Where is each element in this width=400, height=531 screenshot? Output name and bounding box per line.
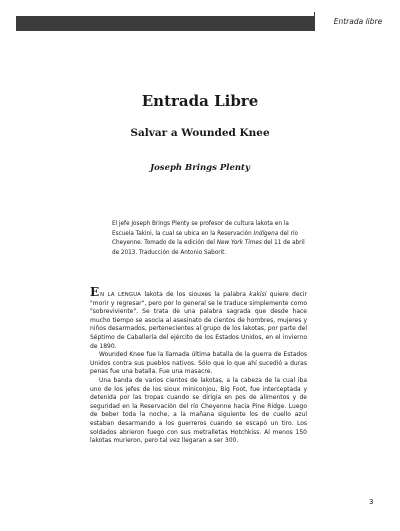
term-kakisi: kakisi — [249, 291, 267, 298]
drop-cap: E — [90, 285, 100, 299]
body-paragraph-3: Una banda de varios cientos de lakotas, a la cabeza de la cual iba uno de los jefes de los sioux miniconjou, Big Foot, fue interceptada y detenida por las tropas cuando se dirigía en pos de alimentos y de seguridad en la Reservación del río Cheyenne hacia Pine Ridge. Luego de beber toda la noche, a la mañana siguiente los de cuello azul estaban desarmando a los guerreros cuando se escapó un tiro. Los soldados abrieron fuego con sus metralletas Hotchkiss. Al menos 150 lakotas murieron, pero tal vez llegaran a ser 300. — [90, 376, 307, 445]
author-note-text-2: del río Cheyenne. Tomado de la edición del — [112, 230, 298, 247]
running-head-rule — [16, 30, 326, 31]
running-head-label: Entrada libre — [333, 17, 383, 26]
article-author: Joseph Brings Plenty — [150, 163, 250, 173]
author-note-text-3: del 11 de abril de 2013. Traducción de Antonio Saborit. — [112, 240, 305, 256]
article-title: Entrada Libre — [141, 92, 259, 110]
paragraph-1-text-b: quiere decir "morir y regresar", pero por lo general se le traduce simplemente como "sobreviviente". Se trata de una palabra sagrada que desde hace mucho tiempo se asocia al asesinato de cientos de hombres, mujeres y niños desarmados, pertenecientes al grupo de los lakotas, por parte del Séptimo de Caballería del ejército de los Estados Unidos, en el invierno de 1890. — [90, 291, 307, 350]
lead-in: N LA LENGUA — [100, 292, 142, 298]
author-note — [112, 220, 312, 258]
running-head-box — [314, 12, 400, 31]
article-body — [90, 285, 307, 446]
author-note-text-1: El jefe Joseph Brings Plenty se profesor de cultura lakota en la Escuela Takini, la cual se ubica en la Reservación — [112, 221, 289, 237]
article-subtitle: Salvar a Wounded Knee — [130, 127, 270, 139]
author-note-source: New York Times — [216, 240, 262, 247]
body-paragraph-2: Wounded Knee fue la llamada última batalla de la guerra de Estados Unidos contra sus pueblos nativos. Sólo que lo que ahí sucedió a duras penas fue una batalla. Fue una masacre. — [90, 351, 307, 376]
paragraph-1-text-a: lakota de los siouxes la palabra — [141, 291, 250, 298]
body-paragraph-1 — [90, 285, 307, 351]
author-note-reserve-name: Indígena — [253, 230, 279, 237]
page-number: 3 — [369, 498, 374, 506]
